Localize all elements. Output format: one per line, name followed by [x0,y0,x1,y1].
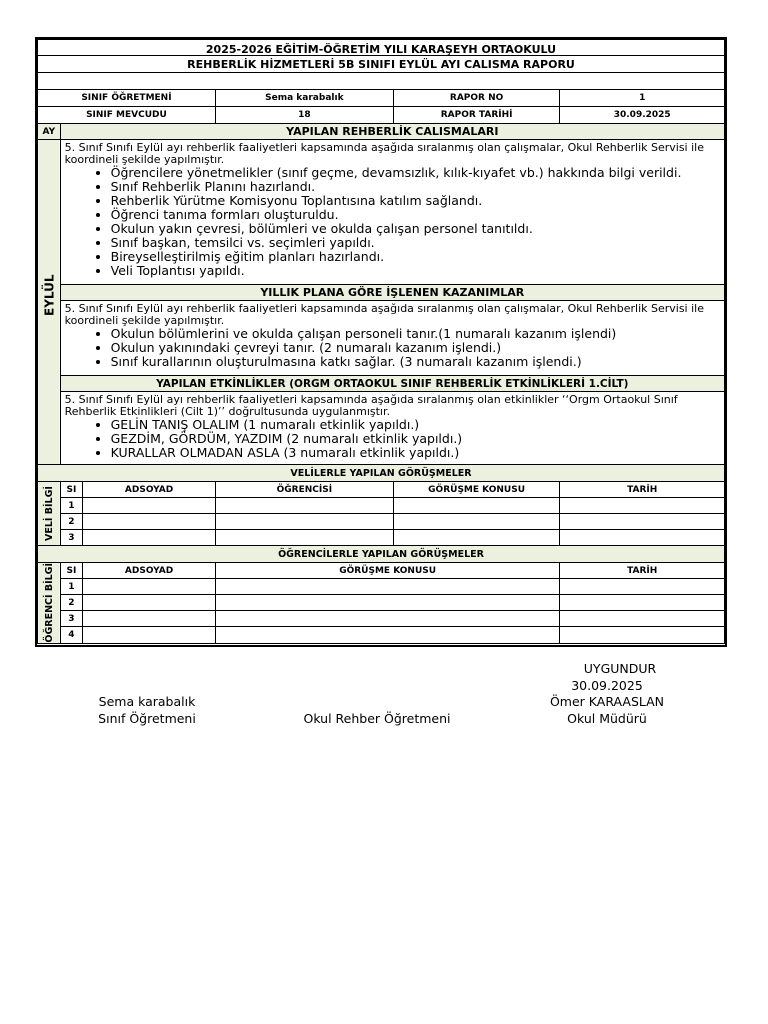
row-number: 3 [60,530,83,546]
row-number: 3 [60,611,83,627]
section2-body [60,301,724,376]
table-row [38,627,725,643]
report-table [37,39,725,644]
table-cell [393,530,560,546]
table-cell [560,498,725,514]
table-row [38,530,725,546]
section3-body [60,392,724,465]
row-number: 1 [60,579,83,595]
students-title: ÖĞRENCİLERLE YAPILAN GÖRÜŞMELER [38,546,725,563]
list-item: • Sınıf kurallarının oluşturulmasına katkı sağlar. (3 numaralı kazanım işlendi.) [111,355,720,369]
list-item: • KURALLAR OLMADAN ASLA (3 numaralı etkinlik yapıldı.) [111,446,720,460]
section1-list [65,166,720,278]
section1-intro: 5. Sınıf Sınıfı Eylül ayı rehberlik faaliyetleri kapsamında aşağıda sıralanmış olan çalışmalar, Okul Rehberlik Servisi ile koordineli şekilde yapılmıştır. [64,141,704,166]
report-no-label: RAPOR NO [393,90,560,107]
table-cell [560,530,725,546]
table-cell [215,611,560,627]
parents-side-label: VELİ BİLGİ [38,482,61,546]
parents-col-topic: GÖRÜŞME KONUSU [393,482,560,498]
section1-body [60,140,724,285]
list-item: • Bireyselleştirilmiş eğitim planları hazırlandı. [111,250,720,264]
report-date-label: RAPOR TARİHİ [393,107,560,124]
table-cell [393,498,560,514]
table-cell [83,498,216,514]
report-title-line1: 2025-2026 EĞİTİM-ÖĞRETİM YILI KARAŞEYH ORTAOKULU [38,40,725,56]
table-cell [215,498,393,514]
students-col-topic: GÖRÜŞME KONUSU [215,563,560,579]
teacher-label: SINIF ÖĞRETMENİ [38,90,216,107]
table-cell [560,579,725,595]
list-item: • Okulun bölümlerini ve okulda çalışan personeli tanır.(1 numaralı kazanım işlendi) [111,327,720,341]
students-col-date: TARİH [560,563,725,579]
table-cell [215,514,393,530]
row-number: 2 [60,514,83,530]
row-number: 2 [60,595,83,611]
class-count-value: 18 [215,107,393,124]
list-item: • Öğrenci tanıma formları oluşturuldu. [111,208,720,222]
parents-col-date: TARİH [560,482,725,498]
parents-col-name: ADSOYAD [83,482,216,498]
report-sheet [35,37,727,647]
section3-intro: 5. Sınıf Sınıfı Eylül ayı rehberlik faaliyetleri kapsamında aşağıda sıralanmış olan etkinlikler ‘‘Orgm Ortaokul Sınıf Rehberlik Etkinlikleri (Cilt 1)’’ doğrultusunda uygulanmıştır. [64,393,678,418]
approval-label: UYGUNDUR [583,661,657,676]
list-item: • Sınıf Rehberlik Planını hazırlandı. [111,180,720,194]
class-count-label: SINIF MEVCUDU [38,107,216,124]
table-cell [560,627,725,643]
table-cell [83,611,216,627]
report-no-value: 1 [560,90,725,107]
table-row [38,498,725,514]
table-row [38,611,725,627]
counselor-title: Okul Rehber Öğretmeni [303,711,451,726]
section3-title: YAPILAN ETKİNLİKLER (ORGM ORTAOKUL SINIF REHBERLİK ETKİNLİKLERİ 1.CİLT) [60,376,724,392]
table-cell [560,514,725,530]
parents-col-student: ÖĞRENCİSİ [215,482,393,498]
teacher-title: Sınıf Öğretmeni [98,711,196,726]
table-cell [215,579,560,595]
table-cell [215,627,560,643]
table-cell [83,595,216,611]
section3-list [65,418,720,460]
table-cell [83,627,216,643]
section2-intro: 5. Sınıf Sınıfı Eylül ayı rehberlik faaliyetleri kapsamında aşağıda sıralanmış olan çalışmalar, Okul Rehberlik Servisi ile koordineli şekilde yapılmıştır. [64,302,704,327]
principal-name: Ömer KARAASLAN [549,694,665,709]
students-col-name: ADSOYAD [83,563,216,579]
table-row [38,595,725,611]
month-name: EYLÜL [41,274,56,316]
students-side-label: ÖĞRENCİ BİLGİ [38,563,61,644]
table-cell [83,579,216,595]
table-cell [215,595,560,611]
row-number: 4 [60,627,83,643]
section1-title: YAPILAN REHBERLİK CALISMALARI [60,124,724,140]
report-date-value: 30.09.2025 [560,107,725,124]
row-number: 1 [60,498,83,514]
list-item: • Öğrencilere yönetmelikler (sınıf geçme, devamsızlık, kılık-kıyafet vb.) hakkında bilgi verildi. [111,166,720,180]
table-row [38,579,725,595]
parents-title: VELİLERLE YAPILAN GÖRÜŞMELER [38,465,725,482]
teacher-name: Sema karabalık [98,694,196,709]
list-item: • Okulun yakın çevresi, bölümleri ve okulda çalışan personel tanıtıldı. [111,222,720,236]
blank-row [38,73,725,90]
table-cell [83,514,216,530]
ay-label: AY [38,124,61,140]
students-col-si: SI [60,563,83,579]
table-row [38,514,725,530]
teacher-value: Sema karabalık [215,90,393,107]
list-item: • Rehberlik Yürütme Komisyonu Toplantısına katılım sağlandı. [111,194,720,208]
parents-col-si: SI [60,482,83,498]
list-item: • GELİN TANIŞ OLALIM (1 numaralı etkinlik yapıldı.) [111,418,720,432]
principal-title: Okul Müdürü [567,711,647,726]
month-label [38,140,61,465]
table-cell [393,514,560,530]
list-item: • Sınıf başkan, temsilci vs. seçimleri yapıldı. [111,236,720,250]
report-title-line2: REHBERLİK HİZMETLERİ 5B SINIFI EYLÜL AYI CALISMA RAPORU [38,56,725,73]
table-cell [560,595,725,611]
approval-date: 30.09.2025 [571,678,643,693]
section2-list [65,327,720,369]
table-cell [215,530,393,546]
section2-title: YILLIK PLANA GÖRE İŞLENEN KAZANIMLAR [60,285,724,301]
list-item: • Okulun yakınındaki çevreyi tanır. (2 numaralı kazanım işlendi.) [111,341,720,355]
table-cell [560,611,725,627]
list-item: • Veli Toplantısı yapıldı. [111,264,720,278]
table-cell [83,530,216,546]
list-item: • GEZDİM, GÖRDÜM, YAZDIM (2 numaralı etkinlik yapıldı.) [111,432,720,446]
